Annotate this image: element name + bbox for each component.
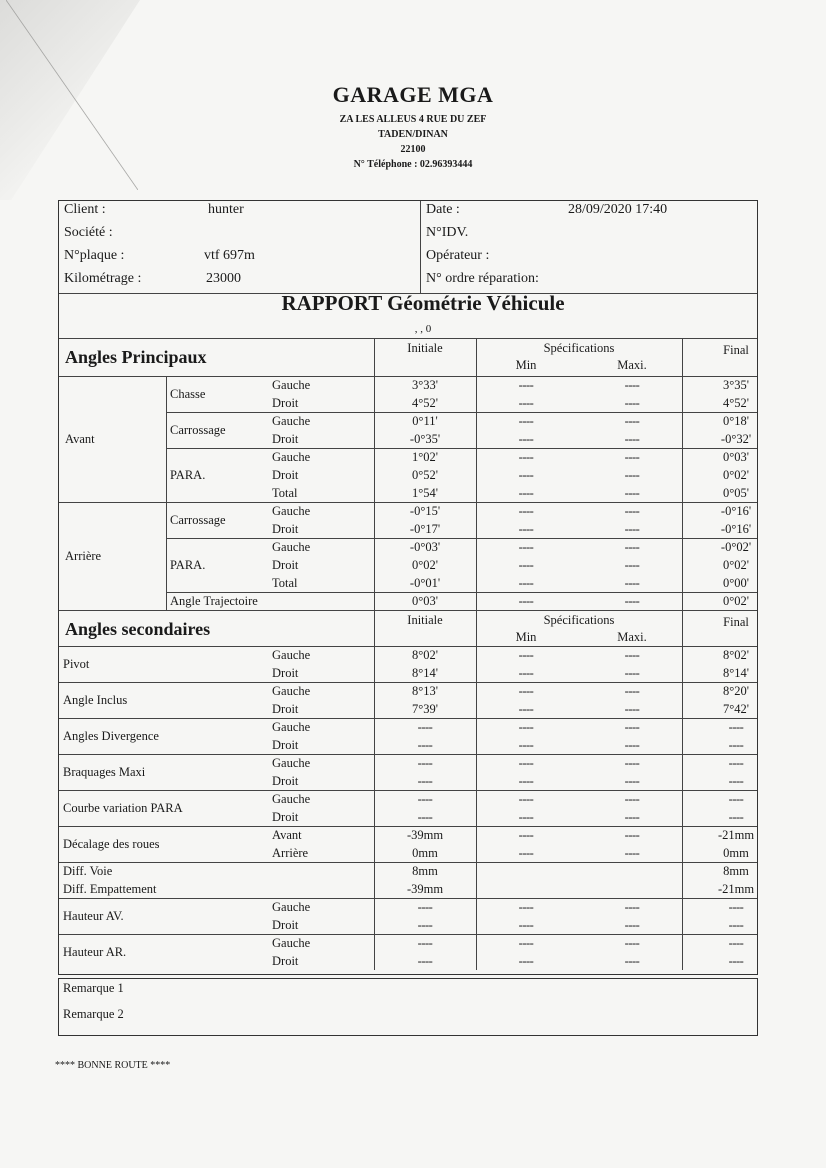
garage-city: TADEN/DINAN (378, 129, 448, 140)
value-min: ---- (518, 594, 534, 608)
value-final: 7°42' (722, 702, 750, 716)
value-min: ---- (518, 738, 534, 752)
side-label: Gauche (272, 414, 311, 428)
client-label: Client : (64, 202, 106, 217)
value-initiale: 0°52' (411, 468, 439, 482)
side-label: Gauche (272, 900, 311, 914)
value-maxi: ---- (624, 594, 640, 608)
secondary-col-maxi: Maxi. (617, 630, 647, 644)
societe-label: Société : (64, 225, 113, 240)
category-label: Diff. Voie (63, 864, 113, 878)
side-label: Droit (272, 432, 299, 446)
value-maxi: ---- (624, 936, 640, 950)
secondary-title: Angles secondaires (65, 619, 211, 639)
report-title: RAPPORT Géométrie Véhicule (281, 291, 565, 315)
secondary-col-initiale: Initiale (407, 613, 443, 627)
value-final: ---- (728, 774, 744, 788)
final-column-border (682, 610, 683, 970)
value-maxi: ---- (624, 540, 640, 554)
value-final: -21mm (717, 828, 755, 842)
operateur-label: Opérateur : (426, 248, 490, 263)
value-min: ---- (518, 828, 534, 842)
value-maxi: ---- (624, 954, 640, 968)
group-divider (59, 754, 757, 755)
category-label: Pivot (63, 657, 90, 671)
principal-col-initiale: Initiale (407, 341, 443, 355)
value-min: ---- (518, 666, 534, 680)
side-label: Droit (272, 918, 299, 932)
side-label: Gauche (272, 540, 311, 554)
category-label: Décalage des roues (63, 837, 160, 851)
value-maxi: ---- (624, 774, 640, 788)
date-value: 28/09/2020 17:40 (568, 202, 668, 217)
category-label: Hauteur AV. (63, 909, 124, 923)
value-min: ---- (518, 432, 534, 446)
value-final: ---- (728, 756, 744, 770)
value-maxi: ---- (624, 684, 640, 698)
value-initiale: 7°39' (411, 702, 439, 716)
value-initiale: -0°35' (409, 432, 441, 446)
value-final: 8mm (723, 864, 749, 878)
value-final: ---- (728, 792, 744, 806)
group-divider (166, 412, 757, 413)
value-min: ---- (518, 468, 534, 482)
category-label: Angles Divergence (63, 729, 159, 743)
value-min: ---- (518, 936, 534, 950)
value-min: ---- (518, 504, 534, 518)
value-maxi: ---- (624, 900, 640, 914)
value-maxi: ---- (624, 522, 640, 536)
group-divider (59, 934, 757, 935)
value-maxi: ---- (624, 828, 640, 842)
value-initiale: 0°02' (411, 558, 439, 572)
side-label: Arrière (272, 846, 309, 860)
side-label: Gauche (272, 792, 311, 806)
value-maxi: ---- (624, 378, 640, 392)
side-label: Droit (272, 666, 299, 680)
value-initiale: ---- (417, 900, 433, 914)
value-final: -21mm (717, 882, 755, 896)
value-min: ---- (518, 684, 534, 698)
value-initiale: ---- (417, 720, 433, 734)
value-min: ---- (518, 846, 534, 860)
value-min: ---- (518, 792, 534, 806)
value-final: -0°16' (720, 522, 752, 536)
garage-header (0, 82, 826, 172)
angle-trajectoire-label: Angle Trajectoire (170, 594, 258, 608)
value-final: ---- (728, 738, 744, 752)
side-label: Droit (272, 954, 299, 968)
side-label: Droit (272, 738, 299, 752)
category-label: Courbe variation PARA (63, 801, 183, 815)
value-maxi: ---- (624, 720, 640, 734)
value-final: ---- (728, 900, 744, 914)
value-initiale: 3°33' (411, 378, 439, 392)
value-initiale: 0mm (412, 846, 438, 860)
category-label: Hauteur AR. (63, 945, 127, 959)
footer-note: **** BONNE ROUTE **** (55, 1060, 171, 1071)
value-final: 0°03' (722, 450, 750, 464)
garage-postal-code: 22100 (400, 144, 426, 155)
value-final: 0°02' (722, 594, 750, 608)
value-maxi: ---- (624, 756, 640, 770)
value-final: 8°02' (722, 648, 750, 662)
group-divider (59, 718, 757, 719)
side-label: Droit (272, 774, 299, 788)
value-final: ---- (728, 936, 744, 950)
remarque-1-label: Remarque 1 (63, 981, 124, 995)
category-label: PARA. (170, 468, 206, 482)
value-initiale: 8mm (412, 864, 438, 878)
value-min: ---- (518, 558, 534, 572)
side-label: Total (272, 486, 298, 500)
value-min: ---- (518, 774, 534, 788)
value-maxi: ---- (624, 558, 640, 572)
value-maxi: ---- (624, 846, 640, 860)
avant-label: Avant (65, 432, 95, 446)
value-min: ---- (518, 576, 534, 590)
report-subtitle: , , 0 (414, 323, 432, 335)
category-label: PARA. (170, 558, 206, 572)
side-label: Gauche (272, 648, 311, 662)
group-divider (166, 592, 757, 593)
side-label: Gauche (272, 450, 311, 464)
value-maxi: ---- (624, 792, 640, 806)
side-label: Droit (272, 810, 299, 824)
group-divider (59, 862, 757, 863)
value-final: ---- (728, 720, 744, 734)
value-initiale: 4°52' (411, 396, 439, 410)
value-maxi: ---- (624, 396, 640, 410)
km-label: Kilométrage : (64, 271, 142, 286)
plaque-value: vtf 697m (204, 248, 255, 263)
side-label: Droit (272, 522, 299, 536)
value-initiale: ---- (417, 792, 433, 806)
value-maxi: ---- (624, 648, 640, 662)
group-divider (59, 898, 757, 899)
value-min: ---- (518, 918, 534, 932)
value-final: 4°52' (722, 396, 750, 410)
value-final: 0°18' (722, 414, 750, 428)
value-min: ---- (518, 450, 534, 464)
side-label: Gauche (272, 936, 311, 950)
value-initiale: 8°14' (411, 666, 439, 680)
initiale-column-border (374, 338, 375, 610)
value-min: ---- (518, 522, 534, 536)
value-maxi: ---- (624, 576, 640, 590)
value-final: -0°16' (720, 504, 752, 518)
category-label: Chasse (170, 387, 206, 401)
value-final: ---- (728, 918, 744, 932)
avant-arriere-divider (59, 502, 166, 503)
side-label: Droit (272, 558, 299, 572)
group-divider (59, 826, 757, 827)
value-initiale: ---- (417, 954, 433, 968)
value-initiale: -0°15' (409, 504, 441, 518)
category-label: Carrossage (170, 423, 226, 437)
side-label: Gauche (272, 504, 311, 518)
value-initiale: -0°01' (409, 576, 441, 590)
value-initiale: 8°13' (411, 684, 439, 698)
principal-col-min: Min (515, 358, 537, 372)
value-maxi: ---- (624, 486, 640, 500)
value-initiale: ---- (417, 738, 433, 752)
category-label: Diff. Empattement (63, 882, 157, 896)
value-final: 3°35' (722, 378, 750, 392)
value-min: ---- (518, 702, 534, 716)
value-final: 0°02' (722, 468, 750, 482)
final-column-border (682, 338, 683, 610)
side-label: Gauche (272, 684, 311, 698)
value-min: ---- (518, 720, 534, 734)
value-min: ---- (518, 900, 534, 914)
plaque-label: N°plaque : (64, 248, 125, 263)
side-label: Droit (272, 396, 299, 410)
value-maxi: ---- (624, 918, 640, 932)
secondary-col-min: Min (515, 630, 537, 644)
value-initiale: 1°54' (411, 486, 439, 500)
value-min: ---- (518, 540, 534, 554)
group-divider (59, 682, 757, 683)
side-label: Gauche (272, 378, 311, 392)
principal-col-final: Final (723, 343, 749, 357)
side-label: Gauche (272, 756, 311, 770)
group-divider (166, 502, 757, 503)
value-final: 0°00' (722, 576, 750, 590)
value-maxi: ---- (624, 450, 640, 464)
secondary-header-top-border (59, 610, 757, 611)
value-initiale: 1°02' (411, 450, 439, 464)
value-maxi: ---- (624, 666, 640, 680)
secondary-col-specs: Spécifications (543, 613, 615, 627)
principal-header-bottom-border (59, 376, 757, 377)
initiale-column-border (374, 610, 375, 970)
value-maxi: ---- (624, 702, 640, 716)
category-label: Angle Inclus (63, 693, 128, 707)
group-divider (59, 790, 757, 791)
garage-phone: N° Téléphone : 02.96393444 (353, 159, 473, 170)
value-initiale: -39mm (406, 828, 444, 842)
value-maxi: ---- (624, 468, 640, 482)
value-maxi: ---- (624, 432, 640, 446)
info-divider (420, 201, 421, 293)
spec-column-border (476, 338, 477, 610)
secondary-col-final: Final (723, 615, 749, 629)
value-min: ---- (518, 954, 534, 968)
date-label: Date : (426, 202, 460, 217)
value-min: ---- (518, 396, 534, 410)
value-final: -0°02' (720, 540, 752, 554)
value-maxi: ---- (624, 504, 640, 518)
value-initiale: ---- (417, 774, 433, 788)
value-initiale: -0°03' (409, 540, 441, 554)
value-initiale: -39mm (406, 882, 444, 896)
value-final: 8°20' (722, 684, 750, 698)
value-initiale: ---- (417, 936, 433, 950)
value-min: ---- (518, 414, 534, 428)
value-initiale: 0°11' (412, 414, 438, 428)
value-min: ---- (518, 378, 534, 392)
side-label: Droit (272, 468, 299, 482)
side-label: Gauche (272, 720, 311, 734)
secondary-header-bottom-border (59, 646, 757, 647)
side-label: Droit (272, 702, 299, 716)
side-label: Total (272, 576, 298, 590)
value-min: ---- (518, 756, 534, 770)
idv-label: N°IDV. (426, 225, 469, 240)
group-divider (166, 538, 757, 539)
principal-title: Angles Principaux (65, 347, 207, 367)
spec-column-border (476, 610, 477, 970)
value-final: ---- (728, 954, 744, 968)
value-min: ---- (518, 648, 534, 662)
report-table (58, 200, 758, 975)
value-initiale: ---- (417, 918, 433, 932)
value-initiale: -0°17' (409, 522, 441, 536)
km-value: 23000 (206, 271, 241, 286)
principal-header-top-border (59, 338, 757, 339)
ordre-label: N° ordre réparation: (426, 271, 539, 286)
value-maxi: ---- (624, 414, 640, 428)
value-initiale: 8°02' (411, 648, 439, 662)
value-maxi: ---- (624, 738, 640, 752)
value-final: 0mm (723, 846, 749, 860)
arriere-label: Arrière (65, 549, 102, 563)
value-min: ---- (518, 486, 534, 500)
value-maxi: ---- (624, 810, 640, 824)
value-initiale: ---- (417, 756, 433, 770)
value-final: 0°05' (722, 486, 750, 500)
value-final: 8°14' (722, 666, 750, 680)
value-final: ---- (728, 810, 744, 824)
category-label: Carrossage (170, 513, 226, 527)
value-min: ---- (518, 810, 534, 824)
value-final: 0°02' (722, 558, 750, 572)
principal-col-maxi: Maxi. (617, 358, 647, 372)
garage-address: ZA LES ALLEUS 4 RUE DU ZEF (339, 114, 487, 125)
value-initiale: ---- (417, 810, 433, 824)
principal-col-specs: Spécifications (543, 341, 615, 355)
side-label: Avant (272, 828, 302, 842)
client-value: hunter (208, 202, 244, 217)
category-label: Braquages Maxi (63, 765, 146, 779)
remarque-2-label: Remarque 2 (63, 1007, 124, 1021)
value-final: -0°32' (720, 432, 752, 446)
remarks-box (58, 978, 758, 1036)
group-divider (166, 448, 757, 449)
garage-name: GARAGE MGA (332, 82, 494, 107)
value-initiale: 0°03' (411, 594, 439, 608)
category-column-border (166, 376, 167, 610)
